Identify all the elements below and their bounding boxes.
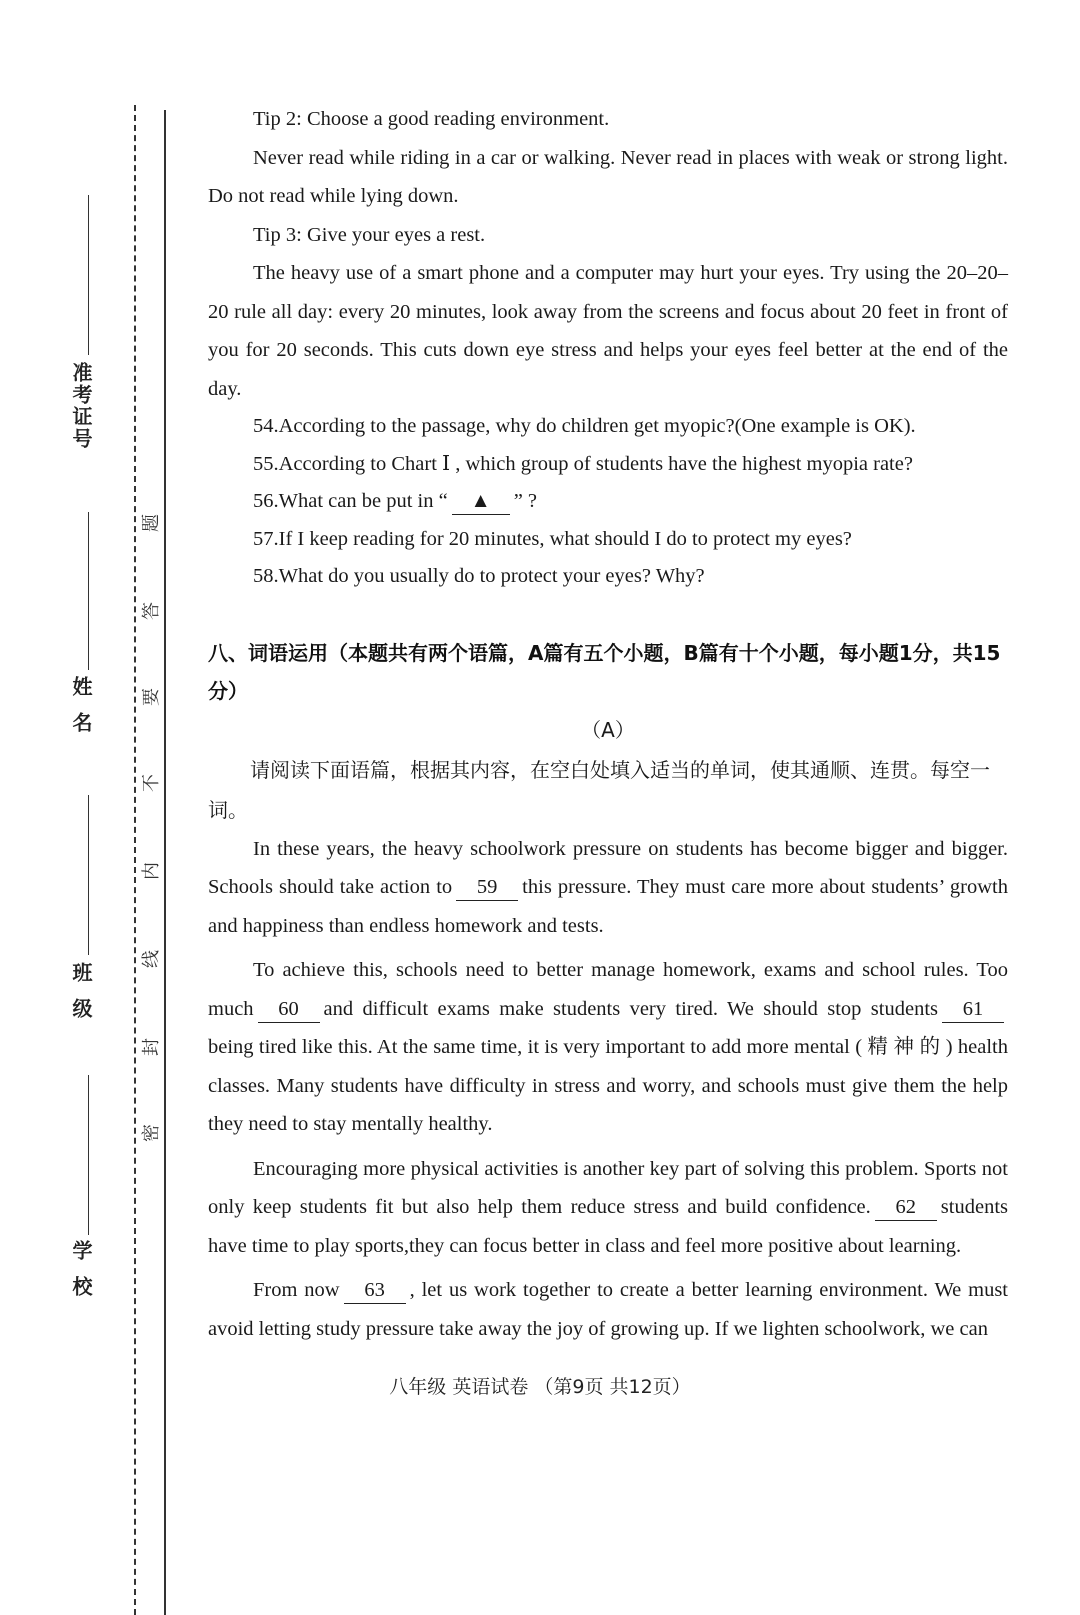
blank-59: 59 <box>456 874 518 901</box>
question-55: 55.According to Chart Ⅰ , which group of students have the highest myopia rate? <box>253 452 913 475</box>
paragraph-text: In these years, the heavy schoolwork pressure on students has become bigger and bigger. Schools should take action to <box>208 837 1008 898</box>
paragraph-text: being tired like this. At the same time, it is very important to add more mental ( 精 神 的 ) health classes. Many students have difficulty in stress and worry, and schools must give them the help they need to stay mentally healthy. <box>208 1036 1008 1135</box>
blank-62: 62 <box>875 1194 937 1221</box>
tip3-body: The heavy use of a smart phone and a computer may hurt your eyes. Try using the 20–20–20 rule all day: every 20 minutes, look away from the screens and focus about 20 feet in front of you for 20 seconds. This cuts down eye stress and helps your eyes feel better at the end of the day. <box>208 262 1008 400</box>
tip2-body: Never read while riding in a car or walking. Never read in places with weak or strong light. Do not read while lying down. <box>208 146 1008 207</box>
seal-char: 密 <box>141 1124 162 1142</box>
question-58: 58.What do you usually do to protect your eyes? Why? <box>253 565 705 587</box>
blank-60: 60 <box>258 996 320 1023</box>
question-56-text: 56.What can be put in “ <box>253 490 448 512</box>
school-label: 学校 <box>69 1240 93 1312</box>
seal-char: 内 <box>141 862 162 880</box>
seal-char: 答 <box>141 602 162 620</box>
blank-61: 61 <box>942 996 1004 1023</box>
main-content <box>208 100 1008 1348</box>
paragraph-text: this pressure. They must care more about students’ growth and happiness than endless homework and tests. <box>208 876 1008 937</box>
question-56-end: ” ? <box>513 490 538 512</box>
admission-no-line <box>88 195 89 355</box>
question-54: 54.According to the passage, why do children get myopic?(One example is OK). <box>253 415 916 437</box>
paragraph-text: From now <box>253 1279 340 1301</box>
section-8-instruction: 请阅读下面语篇，根据其内容，在空白处填入适当的单词，使其通顺、连贯。每空一词。 <box>208 757 990 822</box>
class-label: 班级 <box>69 962 93 1034</box>
paragraph-text: , let us work together to create a better learning environment. We must avoid letting study pressure take away the joy of growing up. If we lighten schoolwork, we can <box>208 1279 1008 1340</box>
seal-char: 题 <box>141 514 162 532</box>
tip3-title: Tip 3: Give your eyes a rest. <box>253 223 486 246</box>
paragraph-text: Encouraging more physical activities is another key part of solving this problem. Sports not only keep students fit but also help them reduce stress and build confidence. <box>208 1157 1008 1218</box>
seal-char: 线 <box>141 950 162 968</box>
seal-char: 要 <box>141 688 162 706</box>
triangle-blank: ▲ <box>452 488 510 515</box>
paragraph-text: To achieve this, schools need to better manage homework, exams and school rules. Too much <box>208 959 1008 1020</box>
page-footer: 八年级 英语试卷 （第9页 共12页） <box>389 1376 691 1398</box>
school-line <box>88 1075 89 1235</box>
cloze-paragraph-2 <box>208 951 1008 1144</box>
cloze-paragraph-1 <box>208 830 1008 946</box>
part-a-label: （A） <box>581 717 635 742</box>
paragraph-text: students have time to play sports,they can focus better in class and feel more positive about learning. <box>208 1196 1008 1257</box>
binding-margin <box>0 0 200 1528</box>
class-line <box>88 795 89 955</box>
admission-no-label: 准考证号 <box>69 362 93 450</box>
question-57: 57.If I keep reading for 20 minutes, what should I do to protect my eyes? <box>253 527 852 550</box>
cloze-paragraph-4 <box>208 1271 1008 1348</box>
seal-char: 不 <box>141 774 162 792</box>
question-56 <box>208 483 1008 521</box>
name-line <box>88 512 89 670</box>
seal-char: 封 <box>141 1038 162 1056</box>
paragraph-text: and difficult exams make students very tired. We should stop students <box>323 997 938 1020</box>
name-label: 姓名 <box>69 676 93 748</box>
tip2-title: Tip 2: Choose a good reading environment. <box>253 108 610 130</box>
blank-63: 63 <box>344 1277 406 1304</box>
cloze-paragraph-3 <box>208 1150 1008 1266</box>
section-8-heading: 八、词语运用（本题共有两个语篇，A篇有五个小题，B篇有十个小题，每小题1分，共15分） <box>208 640 1001 703</box>
